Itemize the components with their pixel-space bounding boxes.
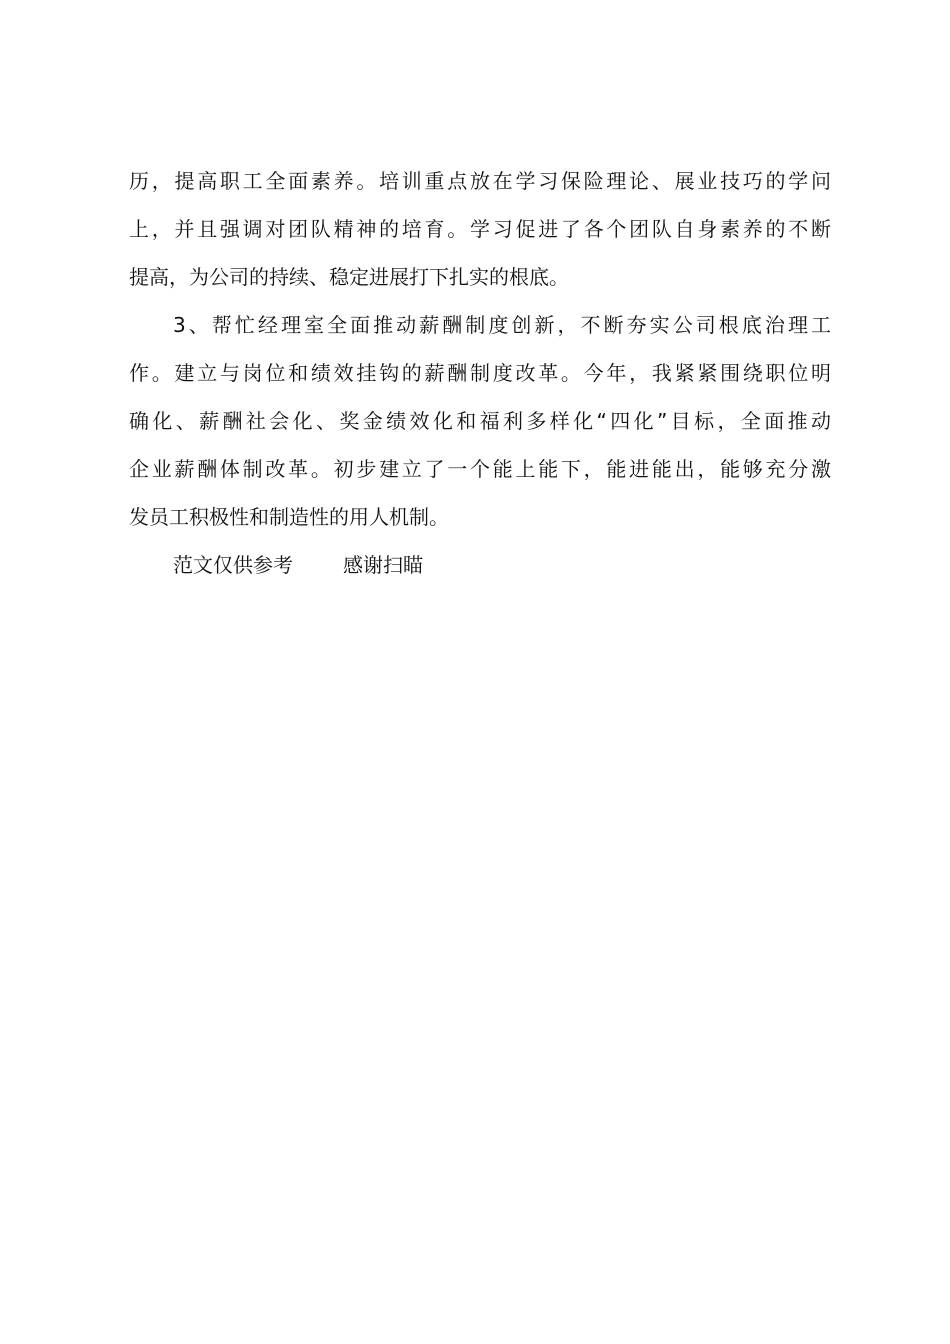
text-line: 发员工积极性和制造性的用人机制。 — [129, 505, 449, 529]
footer-note — [129, 541, 831, 589]
paragraph-1 — [129, 157, 831, 301]
footer-thanks-text: 感谢扫瞄 — [343, 553, 423, 577]
footer-spacer — [293, 541, 343, 589]
text-line: 确化、薪酬社会化、奖金绩效化和福利多样化“四化”目标，全面推动 — [129, 409, 831, 433]
text-line: 企业薪酬体制改革。初步建立了一个能上能下，能进能出，能够充分激 — [129, 457, 831, 481]
text-line: 3、帮忙经理室全面推动薪酬制度创新，不断夯实公司根底治理工 — [173, 313, 831, 337]
footer-reference-text: 范文仅供参考 — [173, 553, 293, 577]
text-line: 作。建立与岗位和绩效挂钩的薪酬制度改革。今年，我紧紧围绕职位明 — [129, 361, 831, 385]
paragraph-2 — [129, 301, 831, 541]
text-line: 上，并且强调对团队精神的培育。学习促进了各个团队自身素养的不断 — [129, 217, 831, 241]
document-body — [129, 157, 831, 589]
text-line: 历，提高职工全面素养。培训重点放在学习保险理论、展业技巧的学问 — [129, 169, 831, 193]
text-line: 提高，为公司的持续、稳定进展打下扎实的根底。 — [129, 265, 569, 289]
